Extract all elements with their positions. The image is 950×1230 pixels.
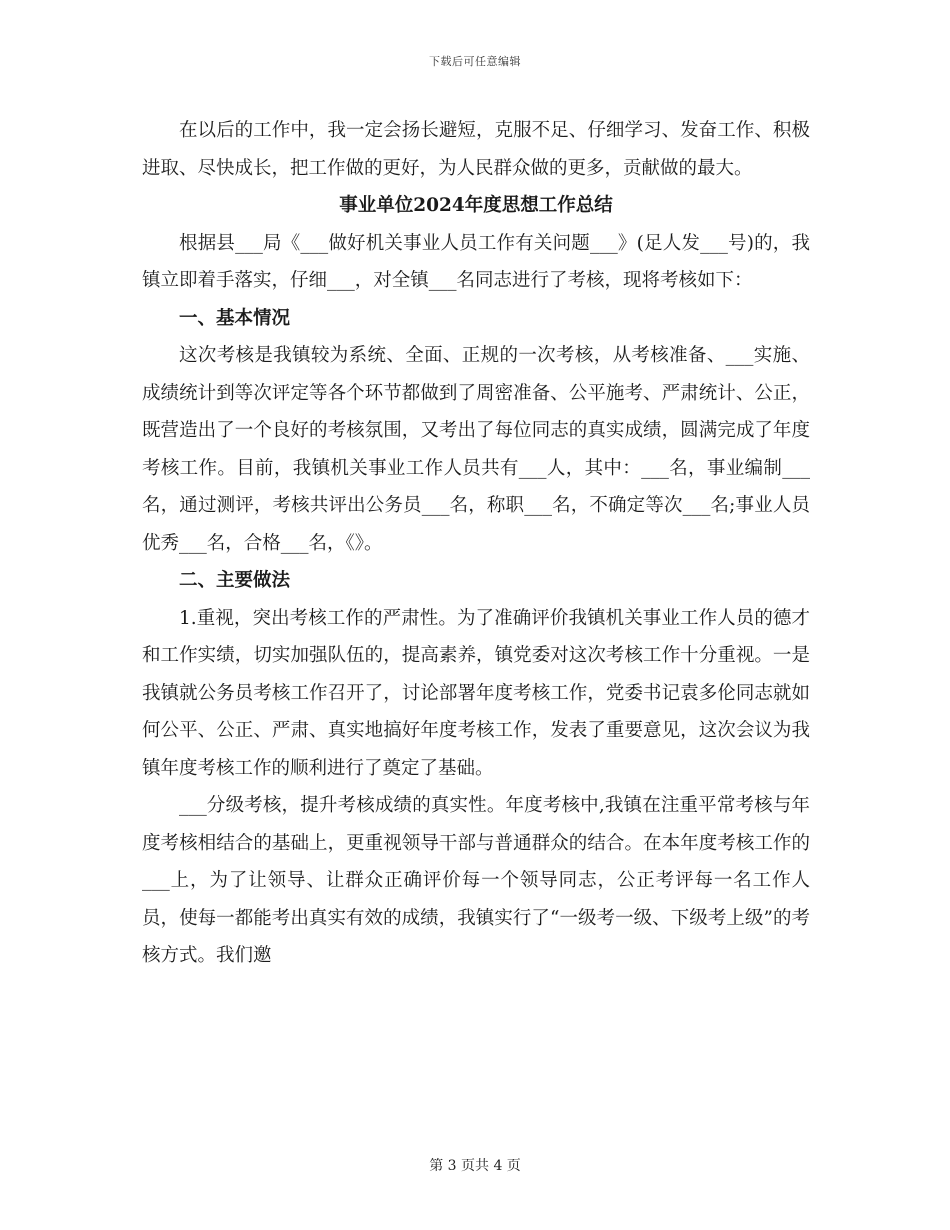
paragraph: ___分级考核，提升考核成绩的真实性。年度考核中,我镇在注重平常考核与年度考核相结合的基础上，更重视领导干部与普通群众的结合。在本年度考核工作的___上，为了让领导、让群众正确评价每一个领导同志，公正考评每一名工作人员，使每一都能考出真实有效的成绩，我镇实行了“一级考一级、下级考上级”的考核方式。我们邀 xyxy=(142,795,810,966)
section-title: 事业单位2024年度思想工作总结 xyxy=(339,195,613,216)
paragraph: 根据县___局《___做好机关事业人员工作有关问题___》(足人发___号)的，我镇立即着手落实，仔细___，对全镇___名同志进行了考核，现将考核如下： xyxy=(142,232,810,291)
paragraph: 1.重视，突出考核工作的严肃性。为了准确评价我镇机关事业工作人员的德才和工作实绩，切实加强队伍的，提高素养，镇党委对这次考核工作十分重视。一是我镇就公务员考核工作召开了，讨论部署年度考核工作，党委书记袁多伦同志就如何公平、公正、严肃、真实地搞好年度考核工作，发表了重要意见，这次会议为我镇年度考核工作的顺利进行了奠定了基础。 xyxy=(142,607,810,779)
paragraph: 在以后的工作中，我一定会扬长避短，克服不足、仔细学习、发奋工作、积极进取、尽快成长，把工作做的更好，为人民群众做的更多，贡献做的最大。 xyxy=(142,120,810,179)
section-heading: 一、基本情况 xyxy=(179,307,291,329)
page-header: 下载后可任意编辑 xyxy=(429,55,521,68)
paragraph: 这次考核是我镇较为系统、全面、正规的一次考核，从考核准备、___实施、成绩统计到等次评定等各个环节都做到了周密准备、公平施考、严肃统计、公正，既营造出了一个良好的考核氛围，又考出了每位同志的真实成绩，圆满完成了年度考核工作。目前，我镇机关事业工作人员共有___人，其中：___名，事业编制___名，通过测评，考核共评出公务员___名，称职___名，不确定等次___名;事业人员优秀___名，合格___名，《》。 xyxy=(142,345,810,554)
document-body xyxy=(142,112,810,975)
page-number: 第 3 页共 4 页 xyxy=(429,1158,521,1174)
section-heading: 二、主要做法 xyxy=(179,570,291,591)
